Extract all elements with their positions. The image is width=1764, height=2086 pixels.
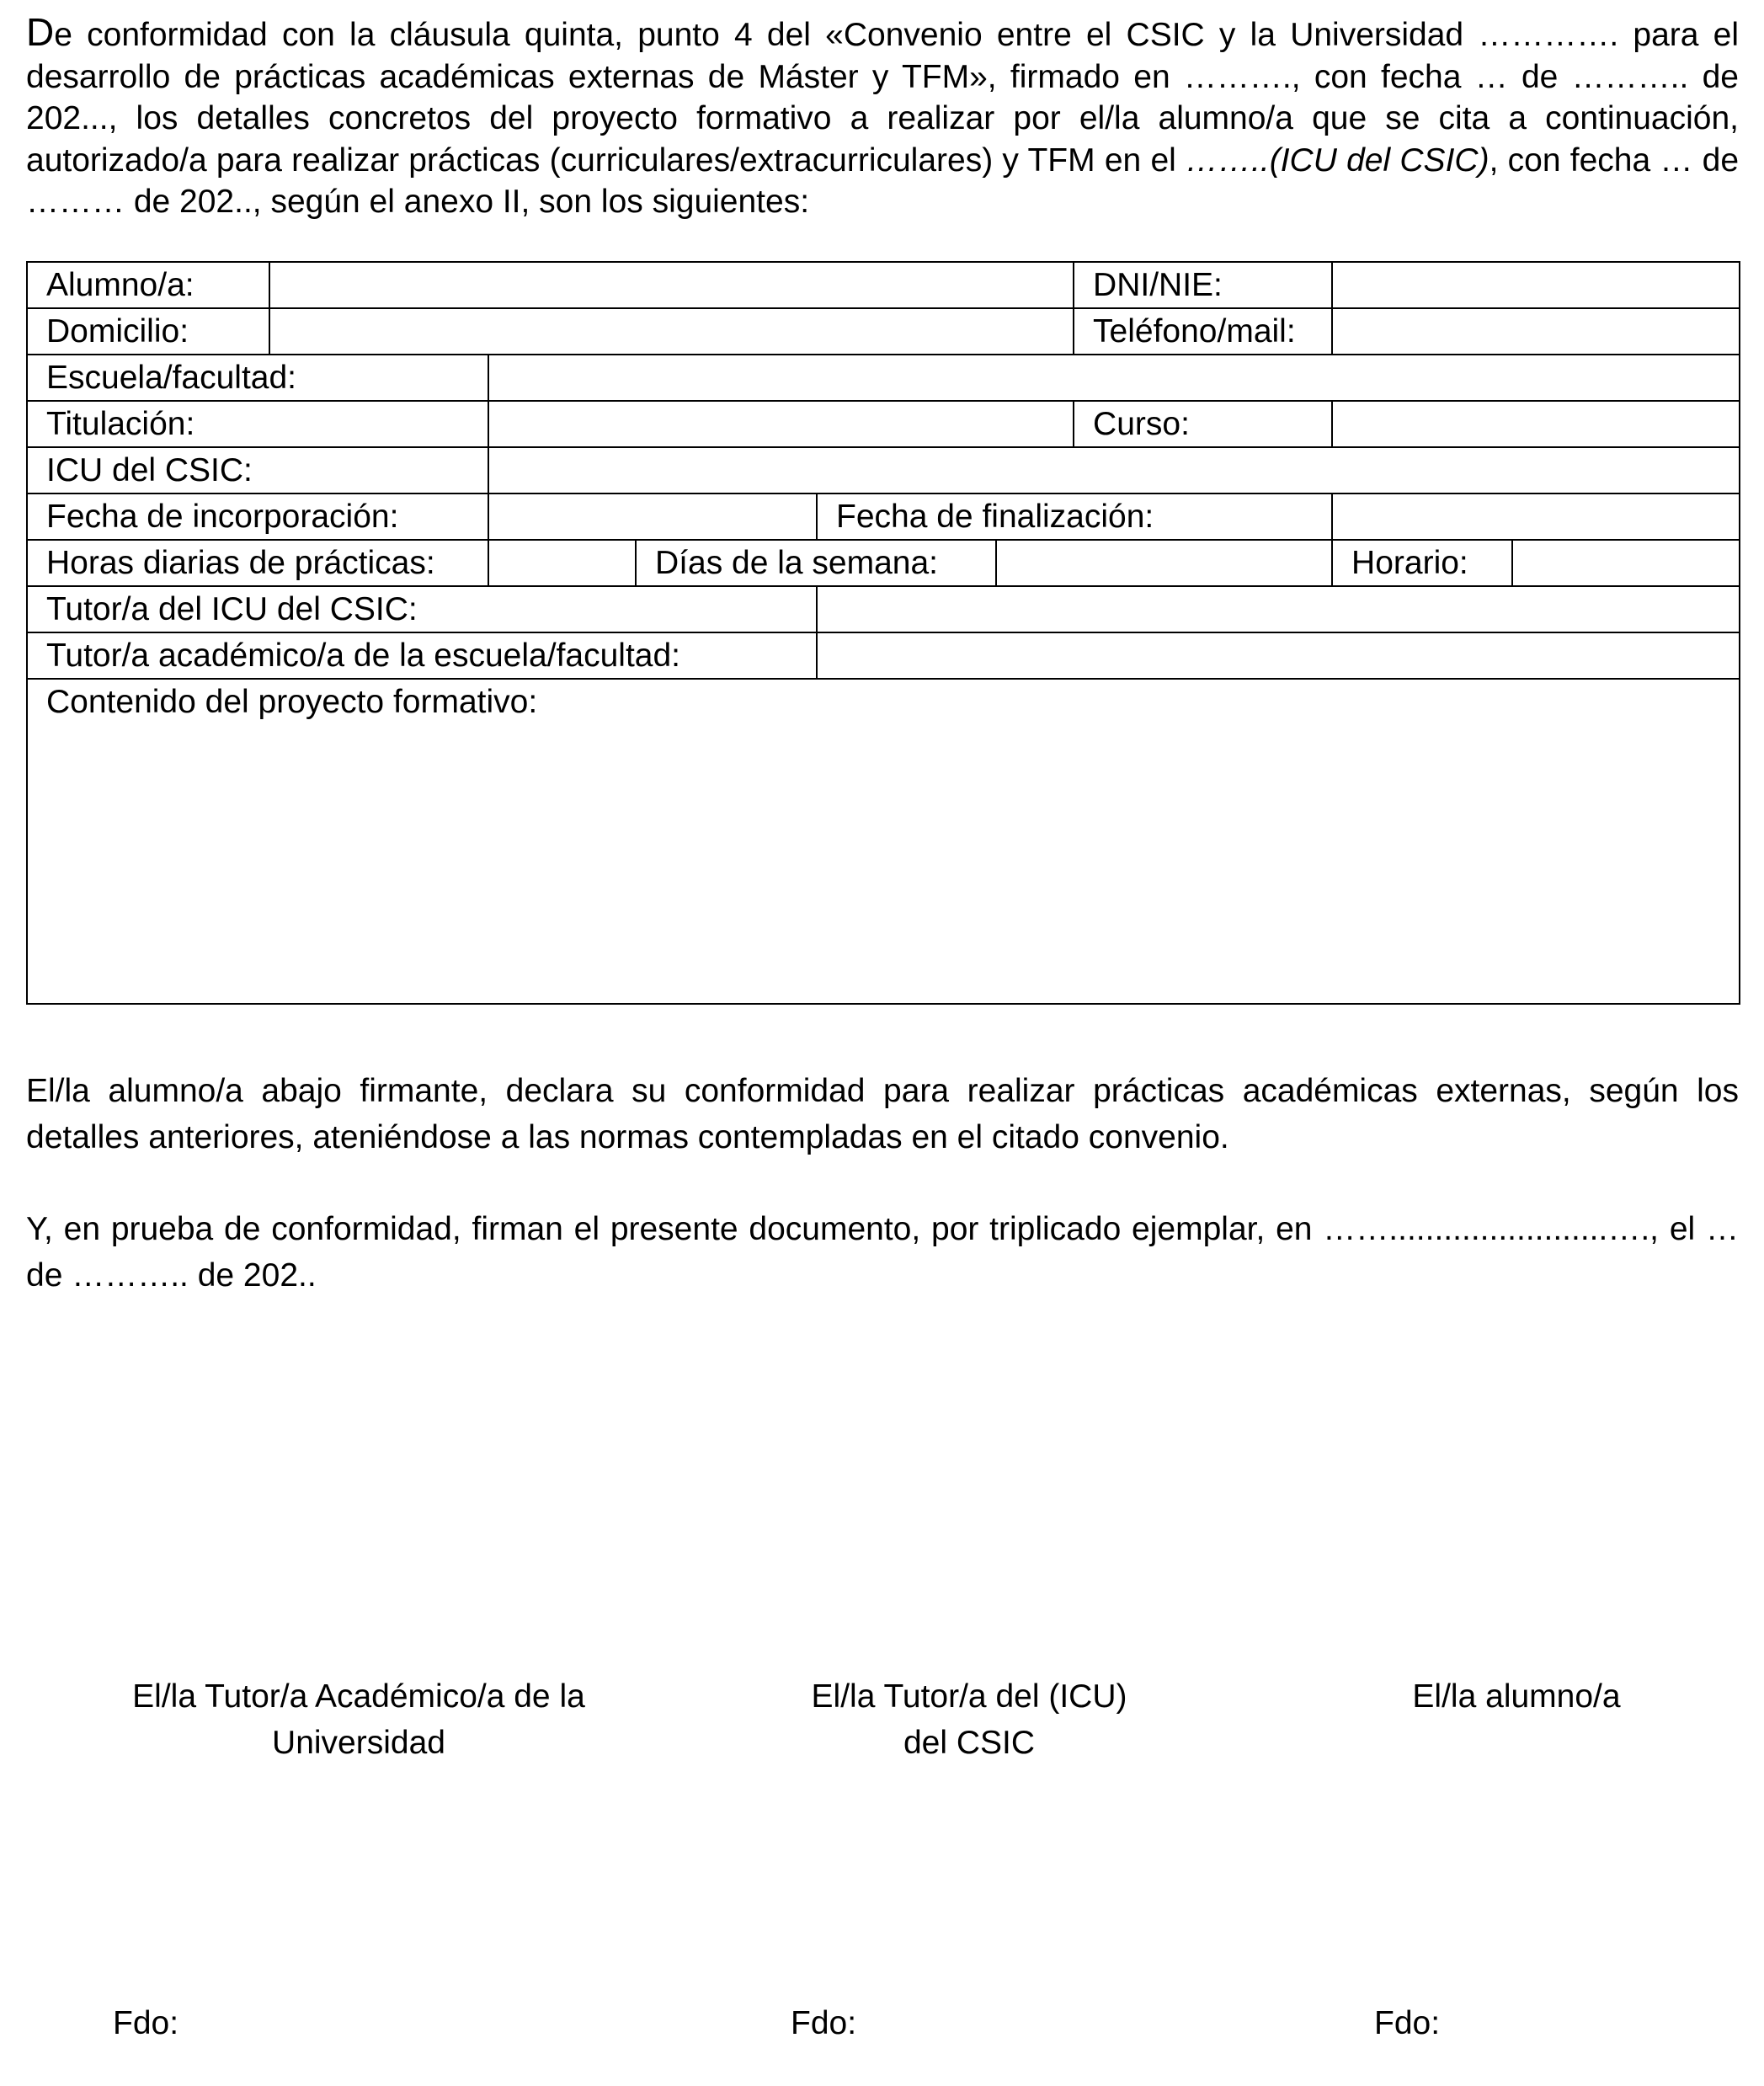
fecha-incorporacion-field[interactable]: [488, 493, 817, 540]
fecha-finalizacion-field[interactable]: [1332, 493, 1740, 540]
escuela-label: Escuela/facultad:: [27, 355, 488, 401]
telefono-label: Teléfono/mail:: [1074, 308, 1332, 355]
form-row-fechas: [27, 493, 1740, 540]
domicilio-field[interactable]: [269, 308, 1074, 355]
signature-title-line: El/la Tutor/a del (ICU): [811, 1678, 1127, 1715]
form-row-alumno: [27, 262, 1740, 308]
signature-icu-tutor-title: [717, 1673, 1222, 1766]
intro-dropcap: D: [26, 10, 55, 54]
curso-field[interactable]: [1332, 401, 1740, 447]
tutor-academico-field[interactable]: [817, 632, 1740, 679]
intro-text-part2: , con fecha … de ……… de 202.., según el anexo II, son los siguientes:: [26, 141, 1740, 220]
signature-academic-tutor-title: [72, 1673, 645, 1766]
signature-title-line: El/la Tutor/a Académico/a de la: [132, 1678, 585, 1715]
fecha-finalizacion-label: Fecha de finalización:: [817, 493, 1332, 540]
form-row-icu: [27, 447, 1740, 493]
tutor-icu-label: Tutor/a del ICU del CSIC:: [27, 586, 817, 632]
horas-label: Horas diarias de prácticas:: [27, 540, 488, 586]
signature-student-fdo: Fdo:: [1374, 2005, 1441, 2041]
tutor-academico-label: Tutor/a académico/a de la escuela/facultad:: [27, 632, 817, 679]
dni-label: DNI/NIE:: [1074, 262, 1332, 308]
form-row-domicilio: [27, 308, 1740, 355]
horario-field[interactable]: [1512, 540, 1740, 586]
titulacion-label: Titulación:: [27, 401, 488, 447]
form-row-tutor-academico: [27, 632, 1740, 679]
domicilio-label: Domicilio:: [27, 308, 269, 355]
intro-paragraph: [26, 12, 1739, 223]
form-row-tutor-icu: [27, 586, 1740, 632]
signature-academic-tutor-fdo: Fdo:: [113, 2005, 179, 2041]
signature-title-line: del CSIC: [903, 1725, 1036, 1761]
signature-student-title: [1289, 1673, 1744, 1720]
student-data-form: [26, 261, 1740, 1005]
dias-label: Días de la semana:: [636, 540, 996, 586]
intro-text-part1: e conformidad con la cláusula quinta, punto 4 del «Convenio entre el CSIC y la Universidad …………. para el desarrollo de prácticas académicas externas de Máster y TFM», firmado en ………., con fecha … de ……….. de 202..., los detalles concretos del proyecto formativo a realizar por el/la alumno/a que se cita a continuación, autorizado/a para realizar prácticas (curriculares/extracurriculares) y TFM en el: [26, 17, 1739, 179]
alumno-field[interactable]: [269, 262, 1074, 308]
signature-title-line: Universidad: [272, 1725, 445, 1761]
escuela-field[interactable]: [488, 355, 1740, 401]
curso-label: Curso:: [1074, 401, 1332, 447]
horario-label: Horario:: [1332, 540, 1512, 586]
tutor-icu-field[interactable]: [817, 586, 1740, 632]
horas-field[interactable]: [488, 540, 636, 586]
signature-icu-tutor-fdo: Fdo:: [791, 2005, 857, 2041]
contenido-label: Contenido del proyecto formativo:: [46, 684, 538, 720]
form-row-escuela: [27, 355, 1740, 401]
form-row-horas: [27, 540, 1740, 586]
declaration-paragraph: El/la alumno/a abajo firmante, declara su conformidad para realizar prácticas académicas externas, según los detalles anteriores, ateniéndose a las normas contempladas en el citado convenio.: [26, 1073, 1739, 1155]
form-row-contenido: [27, 679, 1740, 1004]
icu-label: ICU del CSIC:: [27, 447, 488, 493]
dni-field[interactable]: [1332, 262, 1740, 308]
signature-title-line: El/la alumno/a: [1412, 1678, 1621, 1715]
intro-icu-placeholder: ……..(ICU del CSIC): [1186, 141, 1490, 179]
icu-field[interactable]: [488, 447, 1740, 493]
form-row-titulacion: [27, 401, 1740, 447]
proof-paragraph: Y, en prueba de conformidad, firman el presente documento, por triplicado ejemplar, en ……........................…., el … de ……….. de 202..: [26, 1211, 1739, 1294]
alumno-label: Alumno/a:: [27, 262, 269, 308]
telefono-field[interactable]: [1332, 308, 1740, 355]
dias-field[interactable]: [996, 540, 1332, 586]
fecha-incorporacion-label: Fecha de incorporación:: [27, 493, 488, 540]
contenido-field[interactable]: [27, 679, 1740, 1004]
titulacion-field[interactable]: [488, 401, 1074, 447]
